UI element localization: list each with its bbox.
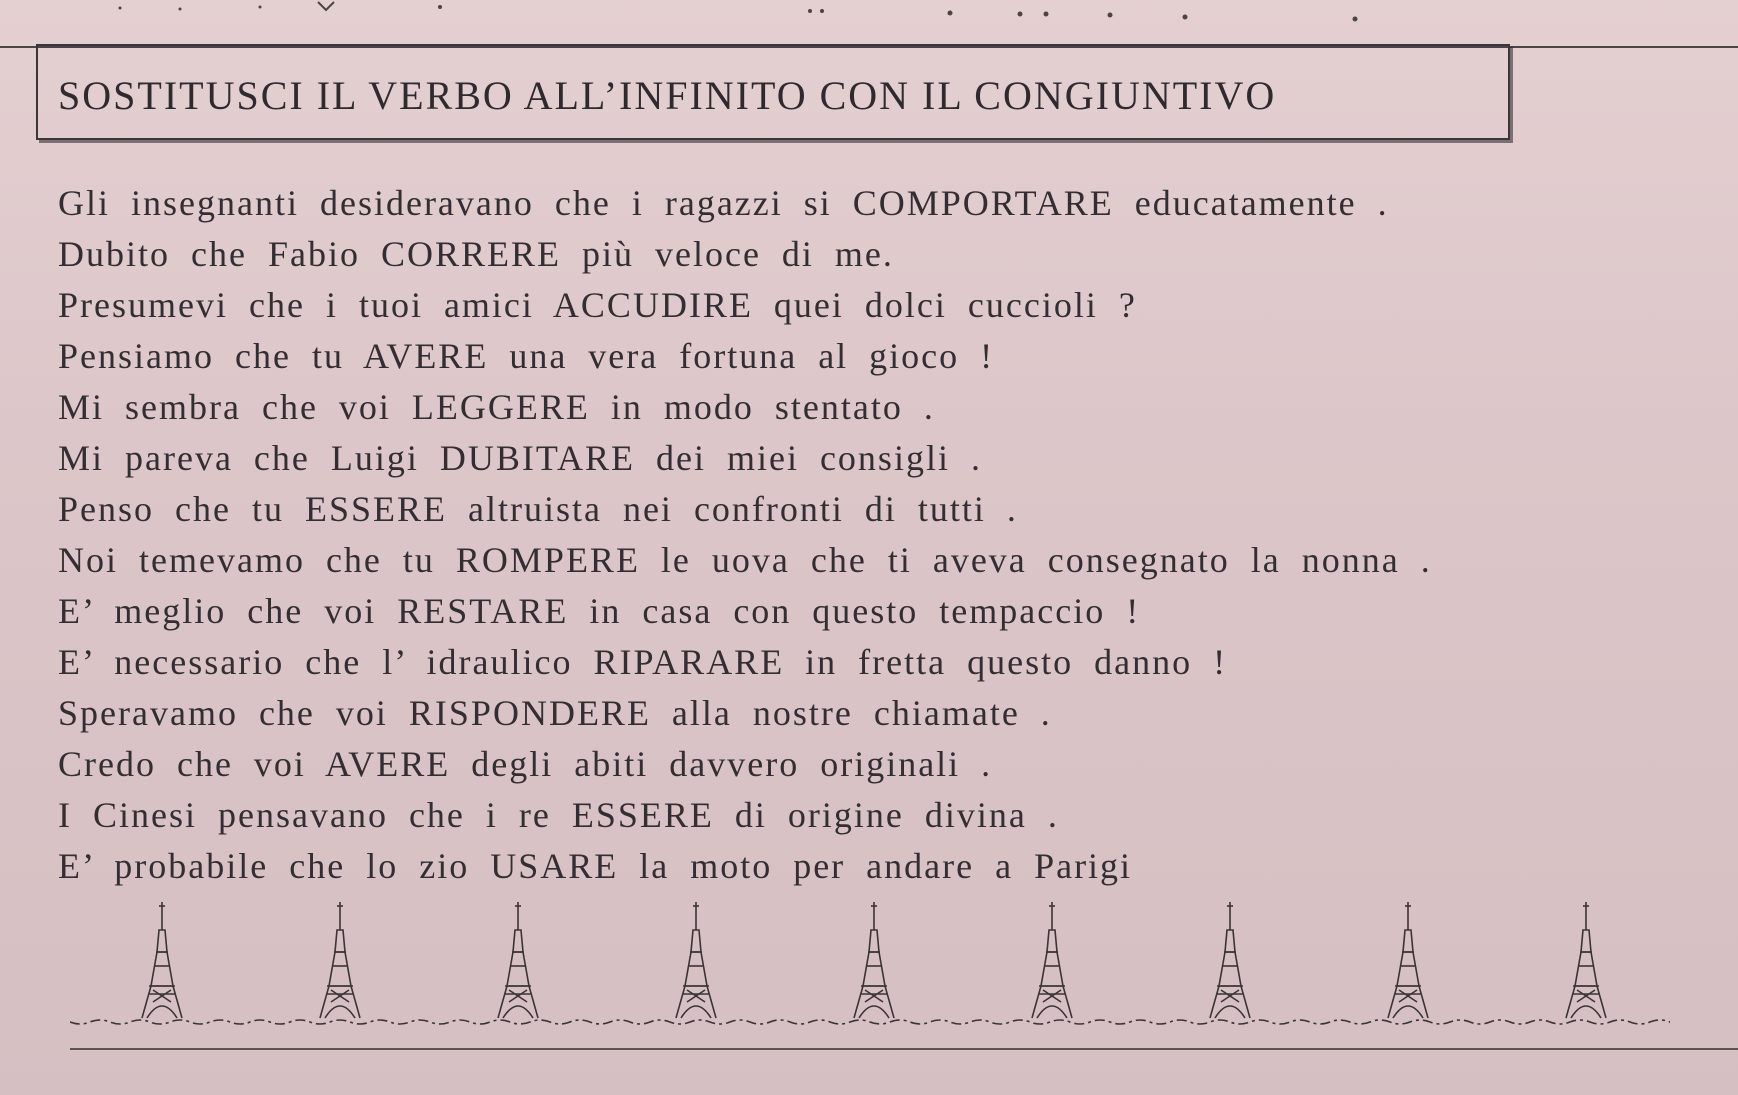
eiffel-tower-icon — [1210, 902, 1250, 1018]
sentence-line: Gli insegnanti desideravano che i ragazzi si COMPORTARE educatamente . — [58, 183, 1389, 223]
sentence-line: Mi pareva che Luigi DUBITARE dei miei consigli . — [58, 438, 982, 478]
eiffel-tower-icon — [320, 902, 360, 1018]
sentence-line: Speravamo che voi RISPONDERE alla nostre chiamate . — [58, 693, 1052, 733]
worksheet-title: SOSTITUSCI IL VERBO ALL’INFINITO CON IL CONGIUNTIVO — [58, 73, 1277, 118]
sentence-line: Pensiamo che tu AVERE una vera fortuna al gioco ! — [58, 336, 995, 376]
sentence-line: Presumevi che i tuoi amici ACCUDIRE quei dolci cuccioli ? — [58, 285, 1137, 325]
eiffel-tower-icon — [676, 902, 716, 1018]
eiffel-tower-icon — [1388, 902, 1428, 1018]
bottom-rule — [70, 1048, 1738, 1050]
sentence-line: Dubito che Fabio CORRERE più veloce di me. — [58, 234, 894, 274]
title-box — [36, 44, 1510, 140]
eiffel-tower-border — [70, 890, 1670, 1050]
sentence-line: Credo che voi AVERE degli abiti davvero originali . — [58, 744, 993, 784]
sentence-line: Penso che tu ESSERE altruista nei confronti di tutti . — [58, 489, 1018, 529]
eiffel-tower-icon — [1566, 902, 1606, 1018]
eiffel-tower-icon — [142, 902, 182, 1018]
eiffel-tower-icon — [1032, 902, 1072, 1018]
sentence-line: Mi sembra che voi LEGGERE in modo stentato . — [58, 387, 935, 427]
eiffel-tower-icon — [498, 902, 538, 1018]
sentence-list — [58, 178, 1698, 892]
sentence-line: Noi temevamo che tu ROMPERE le uova che ti aveva consegnato la nonna . — [58, 540, 1432, 580]
eiffel-tower-icon — [854, 902, 894, 1018]
border-ground-line — [70, 1020, 1670, 1024]
sentence-line: I Cinesi pensavano che i re ESSERE di origine divina . — [58, 795, 1059, 835]
top-specks-decoration — [0, 0, 1738, 24]
sentence-line: E’ necessario che l’ idraulico RIPARARE in fretta questo danno ! — [58, 642, 1228, 682]
sentence-line: E’ meglio che voi RESTARE in casa con questo tempaccio ! — [58, 591, 1141, 631]
sentence-line: E’ probabile che lo zio USARE la moto per andare a Parigi — [58, 846, 1133, 886]
